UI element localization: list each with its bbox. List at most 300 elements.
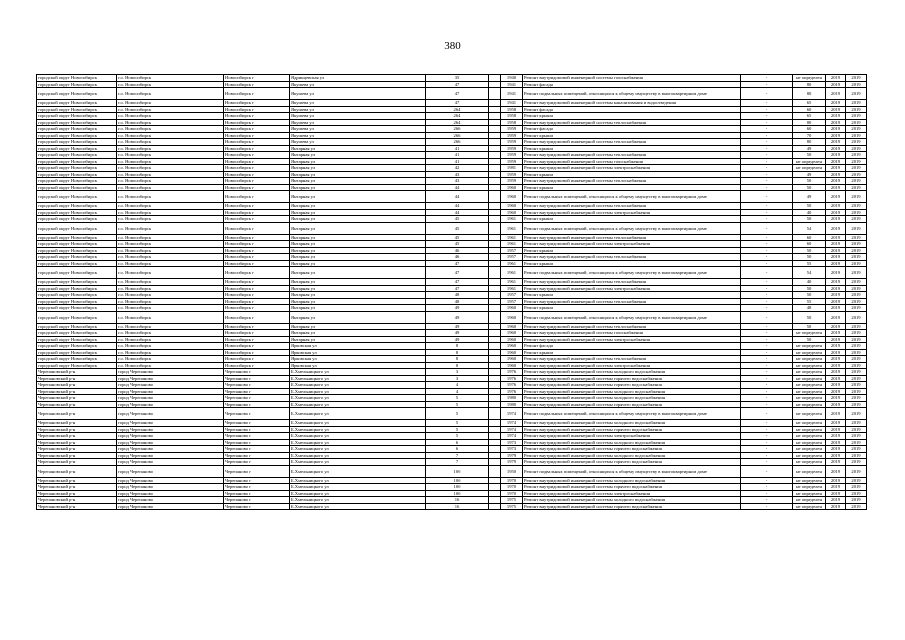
cell-house: 41 [426,158,489,165]
cell-year: 1941 [501,81,523,88]
cell-municipality: Черепановский р-н [37,420,117,427]
cell-locality: Новосибирск г [224,267,290,279]
cell-work-type: Ремонт внутридомовой инженерной системы холодного водоснабжения [523,477,741,484]
cell-end-year: 2019 [846,209,867,216]
cell-house: 5 [426,433,489,440]
cell-locality: Черепаново г [224,395,290,402]
cell-municipality: городской округ Новосибирск [37,216,117,223]
cell-end-year: 2019 [846,158,867,165]
cell-settlement: г.о. Новосибирск [117,171,224,178]
cell-start-year: 2019 [826,267,846,279]
cell-work-type: Ремонт внутридомовой инженерной системы горячего водоснабжения [523,459,741,466]
cell-cost: не определен [793,356,826,363]
cell-start-year: 2019 [826,330,846,337]
cell-year: 1960 [501,191,523,203]
cell-municipality: городской округ Новосибирск [37,158,117,165]
cell-locality: Черепаново г [224,465,290,477]
cell-cost: 80 [793,139,826,146]
cell-start-year: 2019 [826,369,846,376]
cell-locality: Новосибирск г [224,260,290,267]
cell-street: Янтарная ул [290,330,426,337]
cell-year: 1957 [501,298,523,305]
cell-street: Якушева ул [290,126,426,133]
cell-end-year: 2019 [846,119,867,126]
cell-house: 4 [426,388,489,395]
cell-house: 5 [426,426,489,433]
cell-cost: 50 [793,336,826,343]
cell-work-type: Ремонт фасада [523,126,741,133]
cell-dash: - [741,222,793,234]
cell-dash: - [741,184,793,191]
cell-house: 45 [426,241,489,248]
cell-street: Янтарная ул [290,323,426,330]
cell-start-year: 2019 [826,100,846,107]
cell-year: 1959 [501,171,523,178]
cell-house: 8 [426,356,489,363]
cell-year: 1959 [501,139,523,146]
cell-house: 5 [426,408,489,420]
cell-end-year: 2019 [846,369,867,376]
cell-municipality: Черепановский р-н [37,426,117,433]
cell-settlement: г.о. Новосибирск [117,311,224,323]
cell-start-year: 2019 [826,171,846,178]
cell-street: Якушева ул [290,139,426,146]
cell-locality: Новосибирск г [224,139,290,146]
cell-year: 1957 [501,254,523,261]
cell-locality: Черепаново г [224,477,290,484]
cell-work-type: Ремонт крыши [523,113,741,120]
cell-work-type: Ремонт подвальных помещений, относящихся к общему имуществу в многоквартирном доме [523,88,741,100]
cell-year: 1960 [501,336,523,343]
cell-locality: Новосибирск г [224,165,290,172]
cell-year: 1980 [501,395,523,402]
cell-work-type: Ремонт крыши [523,171,741,178]
cell-dash: - [741,369,793,376]
cell-start-year: 2019 [826,132,846,139]
cell-cost: не определен [793,477,826,484]
page-number: 380 [444,40,461,52]
cell-work-type: Ремонт подвальных помещений, относящихся к общему имуществу в многоквартирном доме [523,267,741,279]
cell-municipality: городской округ Новосибирск [37,119,117,126]
cell-locality: Новосибирск г [224,81,290,88]
cell-cost: не определен [793,349,826,356]
cell-locality: Черепаново г [224,420,290,427]
cell-work-type: Ремонт подвальных помещений, относящихся к общему имуществу в многоквартирном доме [523,191,741,203]
table-body [37,75,867,510]
cell-start-year: 2019 [826,362,846,369]
cell-house: 47 [426,279,489,286]
cell-house: 49 [426,330,489,337]
cell-dash: - [741,459,793,466]
cell-start-year: 2019 [826,292,846,299]
cell-municipality: Черепановский р-н [37,497,117,504]
cell-dash: - [741,165,793,172]
cell-settlement: город Черепаново [117,375,224,382]
cell-start-year: 2019 [826,439,846,446]
cell-settlement: г.о. Новосибирск [117,292,224,299]
cell-house: 41 [426,145,489,152]
cell-year: 1960 [501,349,523,356]
cell-house: 10б [426,484,489,491]
cell-locality: Черепаново г [224,408,290,420]
cell-year: 1981 [501,165,523,172]
cell-house: 43 [426,171,489,178]
cell-end-year: 2019 [846,260,867,267]
table-row [37,408,867,420]
cell-end-year: 2019 [846,203,867,210]
cell-settlement: город Черепаново [117,439,224,446]
cell-settlement: г.о. Новосибирск [117,119,224,126]
cell-locality: Новосибирск г [224,100,290,107]
cell-building [489,267,501,279]
cell-street: Янтарная ул [290,171,426,178]
cell-work-type: Ремонт крыши [523,260,741,267]
cell-dash: - [741,452,793,459]
cell-cost: не определен [793,408,826,420]
cell-house: 5 [426,420,489,427]
cell-start-year: 2019 [826,490,846,497]
cell-end-year: 2019 [846,292,867,299]
cell-end-year: 2019 [846,336,867,343]
cell-street: Б.Хмельницкого ул [290,388,426,395]
cell-street: Янтарная ул [290,298,426,305]
cell-locality: Черепаново г [224,375,290,382]
cell-house: 46 [426,254,489,261]
cell-year: 1974 [501,420,523,427]
cell-locality: Черепаново г [224,401,290,408]
cell-work-type: Ремонт внутридомовой инженерной системы электроснабжения [523,490,741,497]
cell-street: Янтарная ул [290,203,426,210]
cell-municipality: городской округ Новосибирск [37,323,117,330]
cell-street: Ярковская ул [290,349,426,356]
cell-municipality: городской округ Новосибирск [37,279,117,286]
cell-settlement: город Черепаново [117,459,224,466]
cell-house: 35 [426,75,489,82]
cell-dash: - [741,145,793,152]
cell-dash: - [741,323,793,330]
cell-cost: 50 [793,178,826,185]
cell-cost: не определен [793,452,826,459]
cell-end-year: 2019 [846,382,867,389]
cell-settlement: г.о. Новосибирск [117,343,224,350]
cell-locality: Черепаново г [224,459,290,466]
cell-year: 1941 [501,100,523,107]
cell-cost: не определен [793,165,826,172]
cell-start-year: 2019 [826,209,846,216]
cell-municipality: городской округ Новосибирск [37,222,117,234]
cell-street: Янтарная ул [290,311,426,323]
cell-street: Якушева ул [290,100,426,107]
cell-start-year: 2019 [826,356,846,363]
cell-settlement: г.о. Новосибирск [117,356,224,363]
cell-year: 1940 [501,75,523,82]
cell-start-year: 2019 [826,81,846,88]
cell-dash: - [741,292,793,299]
cell-house: 7 [426,452,489,459]
cell-municipality: Черепановский р-н [37,369,117,376]
cell-house: 42 [426,165,489,172]
cell-municipality: городской округ Новосибирск [37,81,117,88]
cell-work-type: Ремонт подвальных помещений, относящихся к общему имуществу в многоквартирном доме [523,465,741,477]
cell-municipality: Черепановский р-н [37,433,117,440]
cell-settlement: г.о. Новосибирск [117,285,224,292]
cell-cost: 50 [793,285,826,292]
cell-settlement: город Черепаново [117,497,224,504]
cell-house: 6 [426,446,489,453]
cell-cost: не определен [793,439,826,446]
cell-municipality: городской округ Новосибирск [37,139,117,146]
cell-municipality: Черепановский р-н [37,484,117,491]
cell-start-year: 2019 [826,420,846,427]
cell-street: Янтарная ул [290,158,426,165]
cell-house: 266 [426,126,489,133]
cell-locality: Новосибирск г [224,119,290,126]
cell-end-year: 2019 [846,152,867,159]
cell-end-year: 2019 [846,88,867,100]
cell-start-year: 2019 [826,311,846,323]
cell-municipality: Черепановский р-н [37,395,117,402]
cell-year: 1975 [501,503,523,510]
cell-municipality: Черепановский р-н [37,439,117,446]
cell-municipality: городской округ Новосибирск [37,247,117,254]
cell-start-year: 2019 [826,465,846,477]
cell-house: 3 [426,375,489,382]
cell-dash: - [741,298,793,305]
cell-locality: Черепаново г [224,433,290,440]
cell-cost: не определен [793,330,826,337]
cell-cost: не определен [793,426,826,433]
cell-cost: 65 [793,113,826,120]
cell-year: 1974 [501,433,523,440]
cell-locality: Новосибирск г [224,126,290,133]
cell-cost: 65 [793,100,826,107]
cell-municipality: городской округ Новосибирск [37,165,117,172]
cell-building [489,408,501,420]
cell-work-type: Ремонт внутридомовой инженерной системы теплоснабжения [523,139,741,146]
cell-start-year: 2019 [826,260,846,267]
cell-dash: - [741,279,793,286]
cell-house: 264 [426,106,489,113]
cell-settlement: город Черепаново [117,490,224,497]
cell-municipality: Черепановский р-н [37,408,117,420]
cell-work-type: Ремонт внутридомовой инженерной системы теплоснабжения [523,152,741,159]
cell-year: 1959 [501,126,523,133]
cell-cost: 50 [793,203,826,210]
cell-work-type: Ремонт внутридомовой инженерной системы электроснабжения [523,241,741,248]
cell-street: Б.Хмельницкого ул [290,408,426,420]
cell-start-year: 2019 [826,158,846,165]
cell-year: 1959 [501,178,523,185]
cell-end-year: 2019 [846,254,867,261]
cell-house: 3 [426,369,489,376]
cell-end-year: 2019 [846,465,867,477]
cell-house: 16 [426,503,489,510]
cell-end-year: 2019 [846,298,867,305]
cell-work-type: Ремонт внутридомовой инженерной системы теплоснабжения [523,254,741,261]
cell-end-year: 2019 [846,81,867,88]
cell-settlement: г.о. Новосибирск [117,81,224,88]
cell-house: 6 [426,439,489,446]
cell-end-year: 2019 [846,439,867,446]
cell-street: Б.Хмельницкого ул [290,382,426,389]
cell-cost: не определен [793,446,826,453]
cell-year: 1979 [501,452,523,459]
cell-cost: 80 [793,88,826,100]
cell-settlement: г.о. Новосибирск [117,106,224,113]
cell-year: 1958 [501,113,523,120]
cell-dash: - [741,362,793,369]
cell-start-year: 2019 [826,216,846,223]
cell-end-year: 2019 [846,452,867,459]
cell-street: Ярковская ул [290,356,426,363]
cell-end-year: 2019 [846,420,867,427]
cell-dash: - [741,330,793,337]
cell-dash: - [741,285,793,292]
cell-dash: - [741,356,793,363]
cell-start-year: 2019 [826,426,846,433]
cell-work-type: Ремонт внутридомовой инженерной системы теплоснабжения [523,279,741,286]
cell-municipality: городской округ Новосибирск [37,241,117,248]
cell-locality: Новосибирск г [224,184,290,191]
cell-year: 1961 [501,234,523,241]
cell-dash: - [741,388,793,395]
cell-house: 48 [426,292,489,299]
cell-start-year: 2019 [826,106,846,113]
cell-street: Б.Хмельницкого ул [290,446,426,453]
cell-municipality: городской округ Новосибирск [37,113,117,120]
cell-street: Б.Хмельницкого ул [290,490,426,497]
cell-municipality: Черепановский р-н [37,446,117,453]
cell-cost: 54 [793,222,826,234]
cell-start-year: 2019 [826,139,846,146]
cell-street: Янтарная ул [290,279,426,286]
cell-municipality: Черепановский р-н [37,401,117,408]
cell-street: Янтарная ул [290,241,426,248]
cell-locality: Новосибирск г [224,158,290,165]
cell-locality: Новосибирск г [224,234,290,241]
cell-municipality: Черепановский р-н [37,452,117,459]
cell-municipality: городской округ Новосибирск [37,260,117,267]
cell-work-type: Ремонт внутридомовой инженерной системы холодного водоснабжения [523,420,741,427]
cell-start-year: 2019 [826,484,846,491]
cell-work-type: Ремонт внутридомовой инженерной системы горячего водоснабжения [523,401,741,408]
cell-street: Б.Хмельницкого ул [290,452,426,459]
cell-municipality: Черепановский р-н [37,490,117,497]
cell-dash: - [741,433,793,440]
cell-house: 49 [426,305,489,312]
cell-cost: 80 [793,119,826,126]
cell-house: 4 [426,382,489,389]
cell-house: 5 [426,401,489,408]
cell-start-year: 2019 [826,145,846,152]
cell-settlement: г.о. Новосибирск [117,216,224,223]
cell-settlement: город Черепаново [117,401,224,408]
cell-street: Якушева ул [290,132,426,139]
cell-locality: Новосибирск г [224,311,290,323]
cell-dash: - [741,477,793,484]
cell-locality: Новосибирск г [224,362,290,369]
cell-house: 7 [426,459,489,466]
cell-work-type: Ремонт фасада [523,81,741,88]
cell-end-year: 2019 [846,139,867,146]
cell-dash: - [741,305,793,312]
cell-street: Янтарная ул [290,254,426,261]
cell-cost: 60 [793,106,826,113]
cell-settlement: г.о. Новосибирск [117,247,224,254]
cell-year: 1975 [501,497,523,504]
cell-settlement: г.о. Новосибирск [117,184,224,191]
cell-end-year: 2019 [846,113,867,120]
cell-work-type: Ремонт внутридомовой инженерной системы теплоснабжения [523,119,741,126]
cell-cost: не определен [793,375,826,382]
cell-year: 1976 [501,375,523,382]
cell-dash: - [741,75,793,82]
cell-settlement: г.о. Новосибирск [117,100,224,107]
cell-cost: не определен [793,484,826,491]
cell-street: Янтарная ул [290,234,426,241]
cell-municipality: городской округ Новосибирск [37,203,117,210]
cell-start-year: 2019 [826,375,846,382]
cell-locality: Черепаново г [224,490,290,497]
cell-end-year: 2019 [846,477,867,484]
table-row [37,267,867,279]
cell-year: 1959 [501,152,523,159]
cell-cost: 50 [793,152,826,159]
cell-settlement: г.о. Новосибирск [117,254,224,261]
cell-end-year: 2019 [846,426,867,433]
cell-locality: Новосибирск г [224,106,290,113]
cell-work-type: Ремонт крыши [523,184,741,191]
cell-dash: - [741,132,793,139]
cell-year: 1960 [501,330,523,337]
cell-locality: Новосибирск г [224,145,290,152]
cell-end-year: 2019 [846,171,867,178]
cell-cost: не определен [793,369,826,376]
cell-cost: не определен [793,503,826,510]
cell-house: 266 [426,132,489,139]
cell-year: 1957 [501,292,523,299]
cell-house: 47 [426,88,489,100]
cell-end-year: 2019 [846,330,867,337]
cell-settlement: г.о. Новосибирск [117,305,224,312]
cell-settlement: г.о. Новосибирск [117,241,224,248]
cell-settlement: город Черепаново [117,433,224,440]
cell-end-year: 2019 [846,106,867,113]
cell-street: Б.Хмельницкого ул [290,401,426,408]
cell-dash: - [741,100,793,107]
cell-cost: не определен [793,420,826,427]
cell-settlement: г.о. Новосибирск [117,349,224,356]
cell-cost: не определен [793,395,826,402]
table-row [37,88,867,100]
cell-work-type: Ремонт подвальных помещений, относящихся к общему имуществу в многоквартирном доме [523,311,741,323]
cell-settlement: г.о. Новосибирск [117,267,224,279]
cell-settlement: г.о. Новосибирск [117,203,224,210]
cell-municipality: городской округ Новосибирск [37,88,117,100]
cell-year: 1957 [501,247,523,254]
cell-work-type: Ремонт внутридомовой инженерной системы холодного водоснабжения [523,395,741,402]
cell-municipality: городской округ Новосибирск [37,298,117,305]
cell-settlement: город Черепаново [117,452,224,459]
cell-end-year: 2019 [846,401,867,408]
cell-cost: не определен [793,459,826,466]
cell-dash: - [741,420,793,427]
cell-end-year: 2019 [846,145,867,152]
cell-year: 1976 [501,382,523,389]
cell-settlement: город Черепаново [117,426,224,433]
cell-house: 49 [426,336,489,343]
cell-municipality: городской округ Новосибирск [37,267,117,279]
